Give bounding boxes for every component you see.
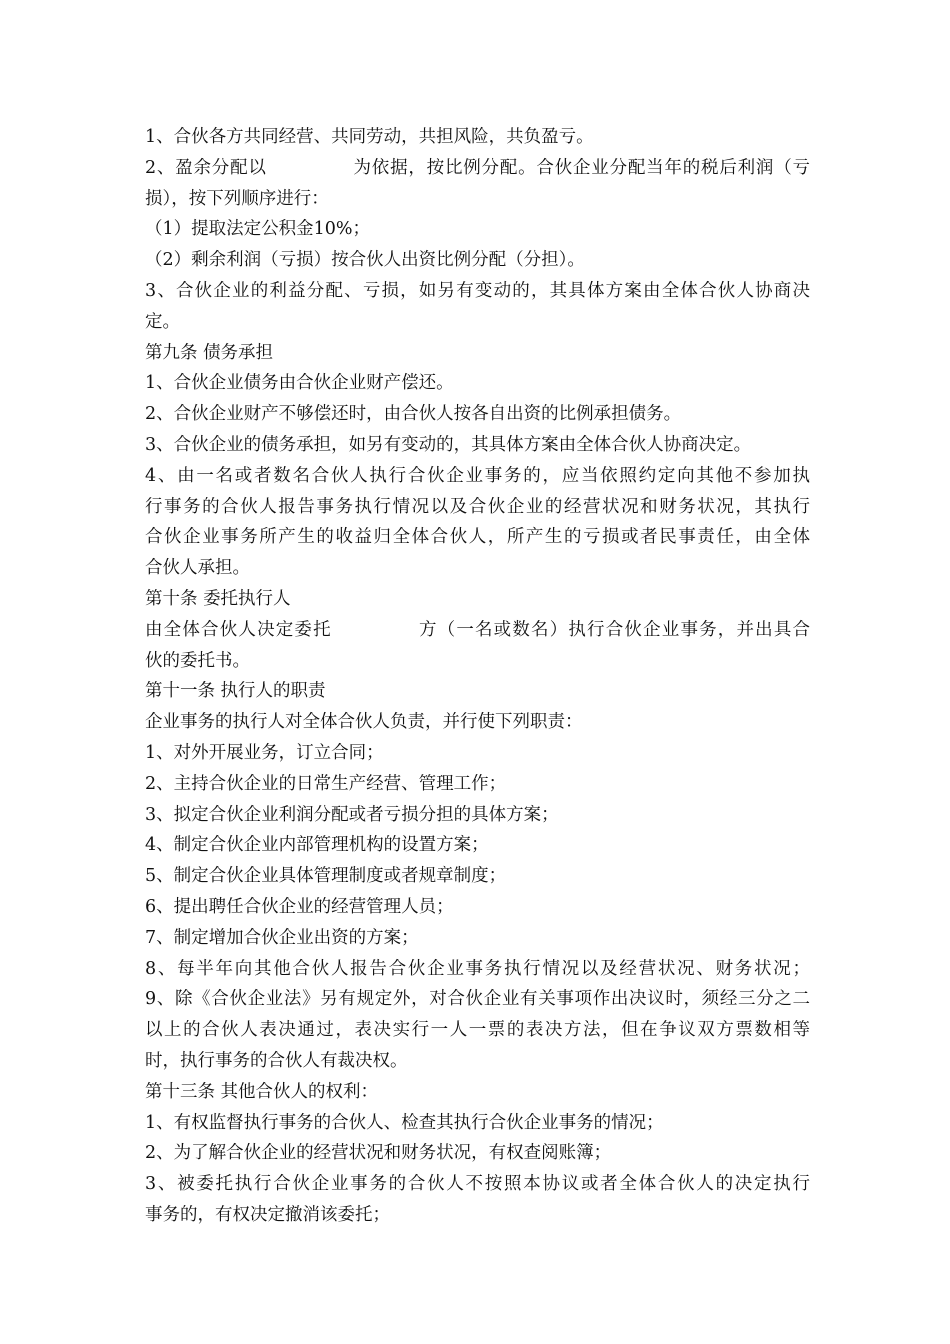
text-line: 以上的合伙人表决通过，表决实行一人一票的表决方法，但在争议双方票数相等 [145, 1020, 810, 1041]
text-line: 4、由一名或者数名合伙人执行合伙企业事务的，应当依照约定向其他不参加执 [145, 465, 810, 486]
text-line: 8、每半年向其他合伙人报告合伙企业事务执行情况以及经营状况、财务状况； [145, 958, 810, 979]
text-line: 伙的委托书。 [145, 650, 250, 671]
text-line: 7、制定增加合伙企业出资的方案； [145, 927, 419, 948]
section-heading: 第十三条 其他合伙人的权利： [145, 1081, 379, 1102]
text-line: 2、为了解合伙企业的经营状况和财务状况，有权查阅账簿； [145, 1143, 612, 1164]
text-line [145, 153, 810, 184]
section-heading: 第十条 委托执行人 [145, 588, 291, 609]
text-line: 3、被委托执行合伙企业事务的合伙人不按照本协议或者全体合伙人的决定执行 [145, 1174, 810, 1195]
text-line: 企业事务的执行人对全体合伙人负责，并行使下列职责： [145, 712, 583, 733]
text-line: 4、制定合伙企业内部管理机构的设置方案； [145, 835, 489, 856]
text-line: 6、提出聘任合伙企业的经营管理人员； [145, 896, 454, 917]
text-line: 合伙人承担。 [145, 558, 250, 579]
text-line [145, 615, 810, 646]
section-heading: 第九条 债务承担 [145, 342, 274, 363]
text-line: 合伙企业事务所产生的收益归全体合伙人，所产生的亏损或者民事责任，由全体 [145, 527, 810, 548]
text-line: 9、除《合伙企业法》另有规定外，对合伙企业有关事项作出决议时，须经三分之二 [145, 989, 810, 1010]
text-line: 3、拟定合伙企业利润分配或者亏损分担的具体方案； [145, 804, 559, 825]
text-line: 2、合伙企业财产不够偿还时，由合伙人按各自出资的比例承担债务。 [145, 404, 682, 425]
text-line: 2、主持合伙企业的日常生产经营、管理工作； [145, 773, 507, 794]
text-line: 定。 [145, 311, 180, 332]
text-segment: 由全体合伙人决定委托 [145, 619, 332, 640]
text-line: 3、合伙企业的利益分配、亏损，如另有变动的，其具体方案由全体合伙人协商决 [145, 280, 810, 301]
text-line: 1、对外开展业务，订立合同； [145, 742, 384, 763]
text-line: 损），按下列顺序进行： [145, 188, 329, 209]
text-line: （1）提取法定公积金10%； [145, 219, 371, 240]
text-segment: 2、盈余分配以 [145, 157, 267, 178]
text-line: 1、有权监督执行事务的合伙人、检查其执行合伙企业事务的情况； [145, 1112, 664, 1133]
text-line: 时，执行事务的合伙人有裁决权。 [145, 1050, 408, 1071]
text-line: 5、制定合伙企业具体管理制度或者规章制度； [145, 866, 507, 887]
text-line: （2）剩余利润（亏损）按合伙人出资比例分配（分担）。 [145, 250, 585, 271]
text-line: 1、合伙企业债务由合伙企业财产偿还。 [145, 373, 454, 394]
document-page [145, 122, 810, 1231]
text-line: 行事务的合伙人报告事务执行情况以及合伙企业的经营状况和财务状况，其执行 [145, 496, 810, 517]
text-segment: 为依据，按比例分配。合伙企业分配当年的税后利润（亏 [352, 157, 810, 178]
text-line: 事务的，有权决定撤消该委托； [145, 1204, 390, 1225]
section-heading: 第十一条 执行人的职责 [145, 681, 326, 702]
text-line: 1、合伙各方共同经营、共同劳动，共担风险，共负盈亏。 [145, 127, 594, 147]
text-line: 3、合伙企业的债务承担，如另有变动的，其具体方案由全体合伙人协商决定。 [145, 434, 752, 455]
text-segment: 方（一名或数名）执行合伙企业事务，并出具合 [417, 619, 811, 640]
